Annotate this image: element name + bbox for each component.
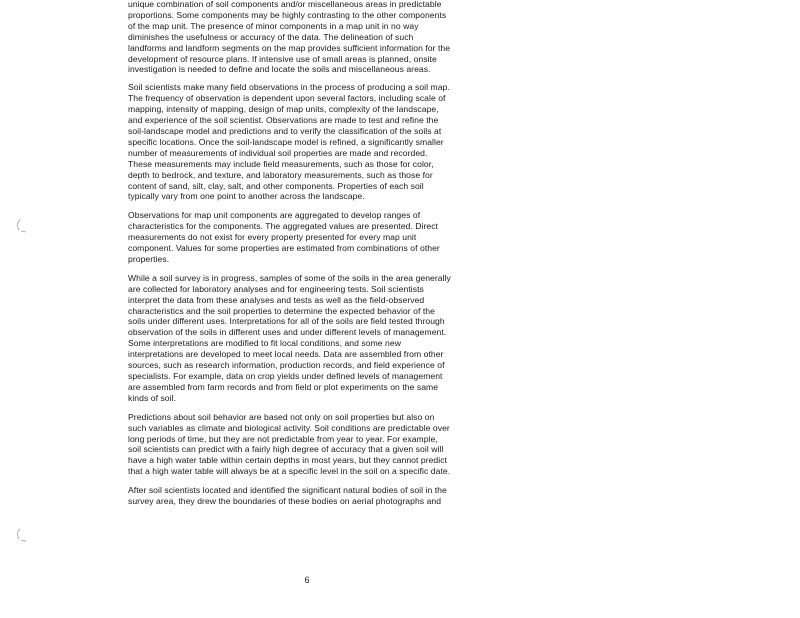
paragraph-field-observations: Soil scientists make many field observations in the process of producing a soil map. The frequency of observation is dependent upon several factors, including scale of mapping, intensity of mapping, design of map units, complexity of the landscape, and experience of the soil scientist. Observations are made to test and refine the soil-landscape model and predictions and to verify the classification of the soils at specific locations. Once the soil-landscape model is refined, a significantly smaller number of measurements of individual soil properties are made and recorded. These measurements may include field measurements, such as those for color, depth to bedrock, and texture, and laboratory measurements, such as those for content of sand, silt, clay, salt, and other components. Properties of each soil typically vary from one point to another across the landscape. <box>128 82 450 202</box>
paragraph-map-unit-composition: unique combination of soil components and/or miscellaneous areas in predictable proportions. Some components may be highly contrasting to the other components of the map unit. The presence of minor components in a map unit in no way diminishes the usefulness or accuracy of the data. The delineation of such landforms and landform segments on the map provides sufficient information for the development of resource plans. If intensive use of small areas is planned, onsite investigation is needed to define and locate the soils and miscellaneous areas. <box>128 0 451 75</box>
paragraph-soil-behavior-predictions: Predictions about soil behavior are based not only on soil properties but also on such variables as climate and biological activity. Soil conditions are predictable over long periods of time, but they are not predictable from year to year. For example, soil scientists can predict with a fairly high degree of accuracy that a given soil will have a high water table within certain depths in most years, but they cannot predict that a high water table will always be at a specific level in the soil on a specific date. <box>128 411 451 477</box>
body-text-column <box>128 0 490 515</box>
margin-mark-icon <box>14 218 30 234</box>
paragraph-boundaries: After soil scientists located and identified the significant natural bodies of soil in the survey area, they drew the boundaries of these bodies on aerial photographs and <box>128 485 447 507</box>
paragraph-laboratory-analyses: While a soil survey is in progress, samples of some of the soils in the area generally are collected for laboratory analyses and for engineering tests. Soil scientists interpret the data from these analyses and tests as well as the field-observed characteristics and the soil properties to determine the expected behavior of the soils under different uses. Interpretations for all of the soils are field tested through observation of the soils in different uses and under different levels of management. Some interpretations are modified to fit local conditions, and some new interpretations are developed to meet local needs. Data are assembled from other sources, such as research information, production records, and field experience of specialists. For example, data on crop yields under defined levels of management are assembled from farm records and from field or plot experiments on the same kinds of soil. <box>128 272 451 403</box>
margin-mark-icon <box>14 527 30 543</box>
page-number: 6 <box>304 575 310 585</box>
paragraph-aggregated-values: Observations for map unit components are aggregated to develop ranges of characteristics for the components. The aggregated values are presented. Direct measurements do not exist for every property presented for every map unit component. Values for some properties are estimated from combinations of other properties. <box>128 210 440 264</box>
